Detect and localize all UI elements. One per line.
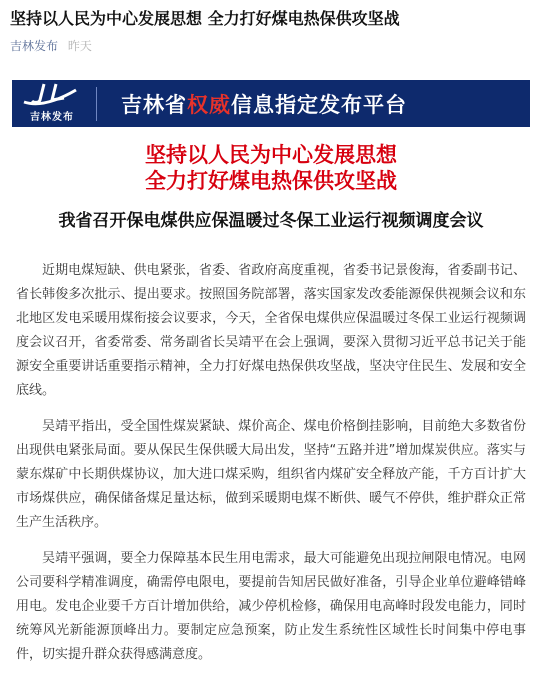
banner-slogan: [121, 89, 407, 119]
slogan-suffix: 信息指定发布平台: [231, 92, 407, 117]
body-paragraph: 吴靖平强调，要全力保障基本民生用电需求，最大可能避免出现拉闸限电情况。电网公司要科学精准调度，确需停电限电，要提前告知居民做好准备，引导企业单位避峰错峰用电。发电企业要千方百计增加供给，减少停机检修，确保用电高峰时段发电能力，同时统筹风光新能源顶峰出力。要制定应急预案，防止发生系统性区域性长时间集中停电事件，切实提升群众获得感满意度。: [16, 551, 526, 662]
body-paragraph: 近期电煤短缺、供电紧张，省委、省政府高度重视，省委书记景俊海，省委副书记、省长韩俊多次批示、提出要求。按照国务院部署，落实国家发改委能源保供视频会议和东北地区发电采暖用煤衔接会议要求，今天，全省保电煤供应保温暖过冬保工业运行视频调度会议召开，省委常委、常务副省长吴靖平在会上强调，要深入贯彻习近平总书记关于能源安全重要讲话重要指示精神，全力打好煤电热保供攻坚战，坚决守住民生、发展和安全底线。: [16, 263, 526, 398]
slogan-prefix: 吉林省: [121, 92, 187, 117]
logo-label: 吉林发布: [30, 112, 74, 123]
subheadline: 我省召开保电煤供应保温暖过冬保工业运行视频调度会议: [58, 211, 484, 231]
headline-line-2: 全力打好煤电热保供攻坚战: [145, 168, 397, 193]
banner-divider: [96, 87, 97, 121]
article-meta: [0, 30, 542, 54]
jl-logo-icon: [22, 82, 78, 108]
header-banner: [12, 80, 530, 127]
article-body: [0, 259, 542, 667]
jilin-fabu-logo: [12, 80, 88, 127]
slogan-highlight: 权威: [187, 92, 231, 117]
headline-line-1: 坚持以人民为中心发展思想: [145, 142, 397, 167]
article-title: 坚持以人民为中心发展思想 全力打好煤电热保供攻坚战: [10, 9, 400, 28]
account-name-link[interactable]: 吉林发布: [10, 39, 59, 53]
body-paragraph: 吴靖平指出，受全国性煤炭紧缺、煤价高企、煤电价格倒挂影响，目前绝大多数省份出现供电紧张局面。要从保民生保供暖大局出发，坚持“五路并进”增加煤炭供应。落实与蒙东煤矿中长期供煤协议，加大进口煤采购，组织省内煤矿安全释放产能，千方百计扩大市场煤供应，确保储备煤足量达标，做到采暖期电煤不断供、暖气不停供，维护群众正常生产生活秩序。: [16, 419, 526, 530]
publish-time: 昨天: [67, 39, 92, 53]
red-headline: [0, 142, 542, 194]
